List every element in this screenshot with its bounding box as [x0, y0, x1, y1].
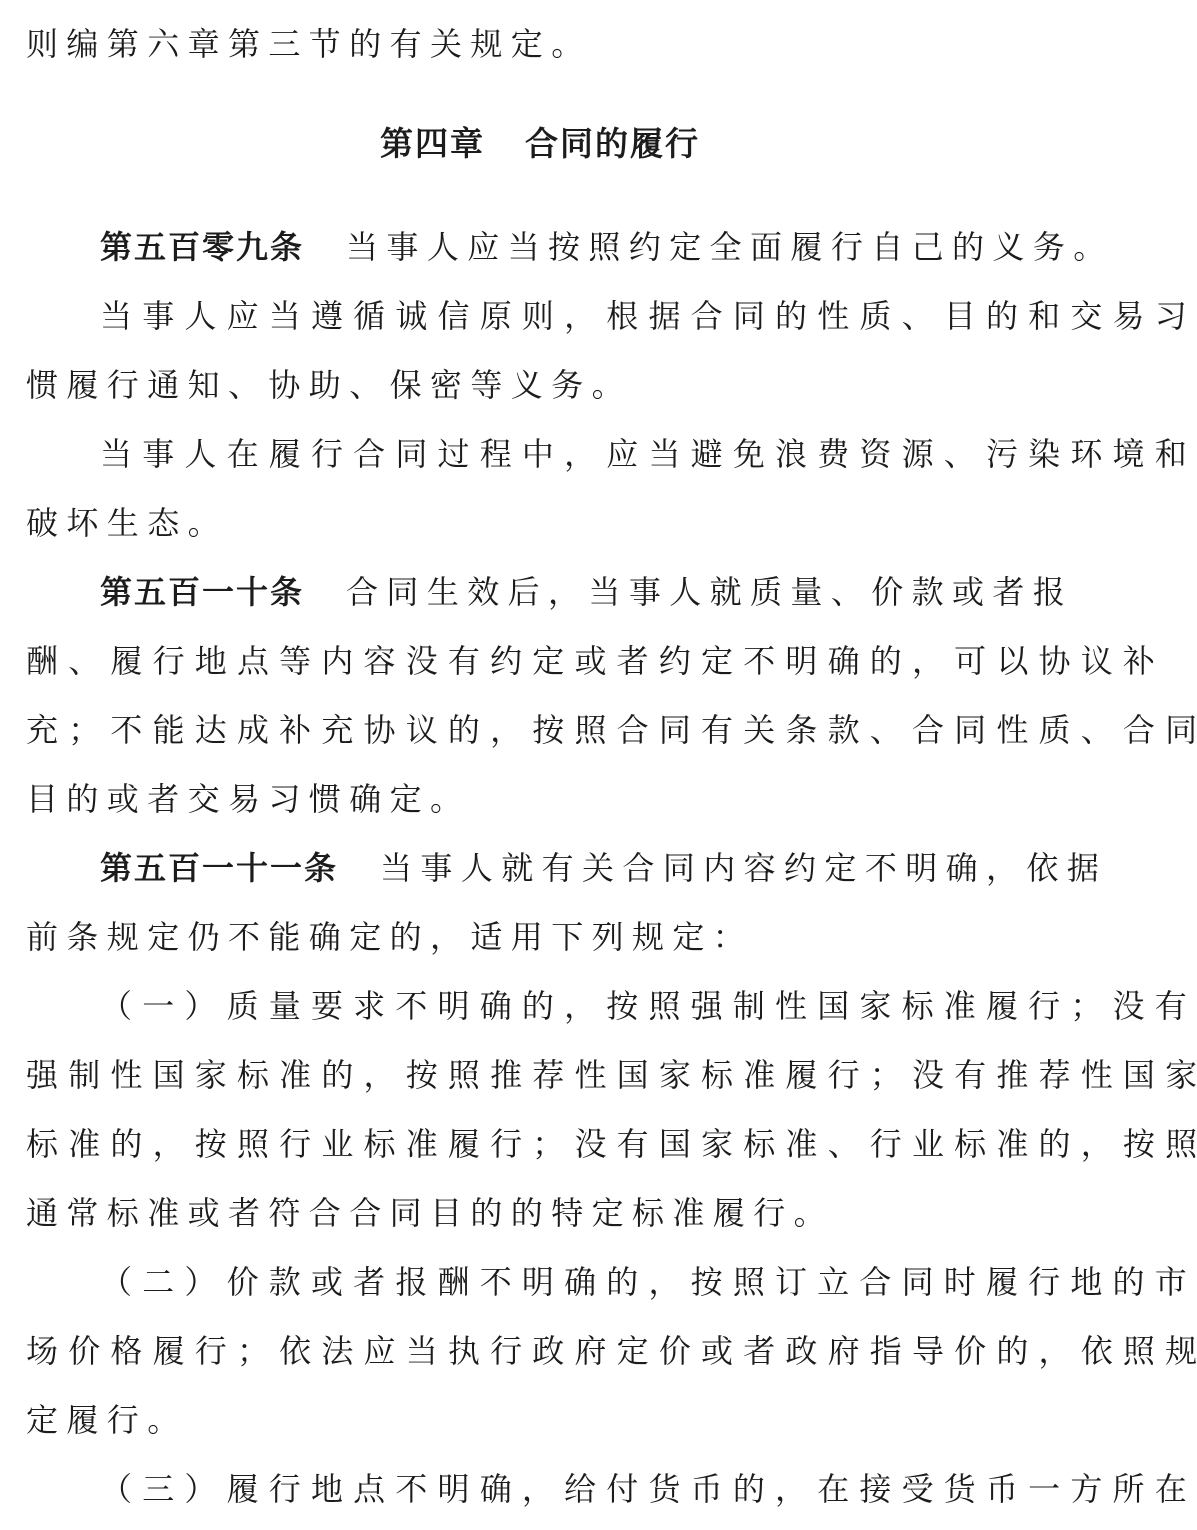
paragraph-line: 前条规定仍不能确定的，适用下列规定：	[26, 918, 754, 956]
paragraph-line: 破坏生态。	[26, 504, 229, 542]
continuation-text: 则编第六章第三节的有关规定。	[26, 25, 592, 63]
paragraph-line: 通常标准或者符合合同目的的特定标准履行。	[26, 1194, 835, 1232]
continuation-line	[26, 14, 1056, 74]
article-509-line-1	[100, 217, 1114, 277]
paragraph-line: 充 ； 不 能 达 成 补 充 协 议 的 ， 按 照 合 同 有 关 条 款 、 合 同 性 质 、 合 同	[26, 711, 1197, 749]
chapter-number: 第四章	[380, 124, 485, 163]
paragraph-line: 当 事 人 在 履 行 合 同 过 程 中 ， 应 当 避 免 浪 费 资 源 、 污 染 环 境 和	[100, 435, 1187, 473]
item-1-line: （ 一 ） 质 量 要 求 不 明 确 的 ， 按 照 强 制 性 国 家 标 准 履 行 ； 没 有	[100, 987, 1187, 1025]
paragraph-line: 当 事 人 应 当 遵 循 诚 信 原 则 ， 根 据 合 同 的 性 质 、 目 的 和 交 易 习	[100, 297, 1187, 335]
paragraph-line: 惯履行通知、协助、保密等义务。	[26, 366, 633, 404]
article-label: 第五百零九条	[100, 228, 305, 266]
paragraph-line: 目的或者交易习惯确定。	[26, 780, 471, 818]
paragraph-line: 标 准 的 ， 按 照 行 业 标 准 履 行 ； 没 有 国 家 标 准 、 行 业 标 准 的 ， 按 照	[26, 1125, 1197, 1163]
article-label: 第五百一十一条	[100, 849, 339, 887]
paragraph-line: 场 价 格 履 行 ； 依 法 应 当 执 行 政 府 定 价 或 者 政 府 指 导 价 的 ， 依 照 规	[26, 1332, 1197, 1370]
article-text: 当事人应当按照约定全面履行自己的义务。	[346, 228, 1114, 266]
article-510-line-1	[100, 562, 1074, 622]
paragraph-line: 强 制 性 国 家 标 准 的 ， 按 照 推 荐 性 国 家 标 准 履 行 ； 没 有 推 荐 性 国 家	[26, 1056, 1197, 1094]
article-text: 合同生效后，当事人就质量、价款或者报	[346, 573, 1074, 611]
article-text: 当事人就有关合同内容约定不明确，依据	[380, 849, 1108, 887]
item-2-line: （ 二 ） 价 款 或 者 报 酬 不 明 确 的 ， 按 照 订 立 合 同 时 履 行 地 的 市	[100, 1263, 1187, 1301]
article-511-line-1	[100, 838, 1108, 898]
chapter-heading	[0, 114, 1080, 174]
paragraph-line: 酬 、 履 行 地 点 等 内 容 没 有 约 定 或 者 约 定 不 明 确 的 ， 可 以 协 议 补	[26, 642, 1155, 680]
paragraph-line: 定履行。	[26, 1401, 188, 1439]
item-3-line: （ 三 ） 履 行 地 点 不 明 确 ， 给 付 货 币 的 ， 在 接 受 货 币 一 方 所 在	[100, 1470, 1187, 1508]
article-label: 第五百一十条	[100, 573, 305, 611]
chapter-title: 合同的履行	[525, 124, 700, 163]
